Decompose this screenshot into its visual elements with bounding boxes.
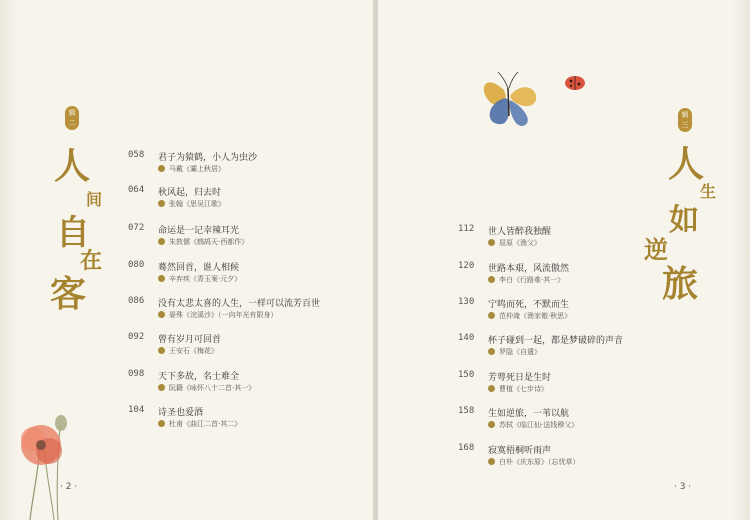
page-number-right: · 3 · [674, 482, 692, 492]
toc-title: 没有太悲太喜的人生，一样可以流芳百世 [158, 299, 321, 309]
part-label-char: 辑 [68, 109, 76, 117]
toc-page-number: 064 [128, 185, 145, 195]
part-label-char: 三 [681, 121, 689, 129]
toc-source-text: 张翰《思吴江歌》 [169, 200, 225, 208]
seal-icon [488, 385, 495, 392]
toc-page-number: 140 [458, 333, 475, 343]
toc-source [158, 419, 241, 429]
part-badge-right [678, 108, 692, 132]
page-number-left: · 2 · [60, 482, 78, 492]
ladybug-illustration [562, 72, 588, 94]
butterfly-illustration [476, 68, 546, 132]
toc-title: 君子为猿鹤，小人为虫沙 [158, 153, 258, 163]
seal-icon [488, 348, 495, 355]
toc-source [158, 346, 218, 356]
toc-source [488, 420, 578, 430]
toc-source [158, 383, 255, 393]
toc-title: 芳萼死日是生时 [488, 373, 552, 383]
seal-icon [488, 312, 495, 319]
toc-source [158, 164, 225, 174]
section-title-char: 自 [56, 213, 90, 253]
seal-icon [488, 239, 495, 246]
toc-source-text: 屈原《渔父》 [499, 239, 541, 247]
left-page [0, 0, 373, 520]
seal-icon [158, 238, 165, 245]
toc-title: 寂寞梧桐听雨声 [488, 446, 552, 456]
toc-source-text: 辛弃疾《青玉案·元夕》 [169, 275, 242, 283]
toc-title: 诗圣也爱酒 [158, 408, 204, 418]
seal-icon [158, 347, 165, 354]
toc-source [488, 457, 580, 467]
toc-source [488, 311, 571, 321]
right-page [378, 0, 750, 520]
toc-title: 蓦然回首，谁人相候 [158, 263, 240, 273]
toc-title: 曾有岁月可回首 [158, 335, 222, 345]
toc-page-number: 098 [128, 369, 145, 379]
toc-title: 宁鸣而死，不默而生 [488, 300, 570, 310]
section-title-char: 生 [700, 182, 717, 201]
toc-page-number: 120 [458, 261, 475, 271]
toc-source-text: 朱敦儒《鹧鸪天·西都作》 [169, 238, 249, 246]
seal-icon [158, 311, 165, 318]
toc-source [488, 238, 541, 248]
toc-source-text: 李白《行路难·其一》 [499, 276, 565, 284]
toc-page-number: 104 [128, 405, 145, 415]
toc-source-text: 苏轼《临江仙·送钱穆父》 [499, 421, 579, 429]
toc-source [158, 274, 241, 284]
toc-source-text: 白朴《庆东原》（忘忧草） [499, 458, 580, 466]
section-title-char: 逆 [644, 235, 668, 264]
seal-icon [488, 458, 495, 465]
toc-page-number: 168 [458, 443, 475, 453]
seal-icon [158, 420, 165, 427]
toc-page-number: 080 [128, 260, 145, 270]
toc-source-text: 王安石《梅花》 [169, 347, 218, 355]
page-edge-shadow [732, 0, 750, 520]
toc-page-number: 086 [128, 296, 145, 306]
toc-source-text: 曹植《七步诗》 [499, 385, 548, 393]
toc-source-text: 马戴《灞上秋居》 [169, 165, 225, 173]
toc-title: 天下多故，名士难全 [158, 372, 240, 382]
toc-page-number: 072 [128, 223, 145, 233]
section-title-char: 间 [86, 190, 103, 209]
toc-source [158, 199, 225, 209]
toc-page-number: 058 [128, 150, 145, 160]
toc-source [158, 237, 248, 247]
toc-source [158, 310, 278, 320]
toc-source-text: 范仲淹《渔家傲·秋思》 [499, 312, 572, 320]
part-label-char: 辑 [681, 111, 689, 119]
toc-source-text: 阮籍《咏怀八十二首·其一》 [169, 384, 256, 392]
seal-icon [158, 200, 165, 207]
toc-source [488, 347, 541, 357]
section-title-char: 客 [50, 273, 87, 315]
toc-page-number: 150 [458, 370, 475, 380]
toc-page-number: 092 [128, 332, 145, 342]
toc-page-number: 158 [458, 406, 475, 416]
part-badge-left [65, 106, 79, 130]
toc-title: 世人皆醉我独醒 [488, 227, 552, 237]
part-label-char: 二 [68, 119, 76, 127]
seal-icon [488, 421, 495, 428]
section-title-char: 人 [54, 145, 91, 187]
seal-icon [158, 384, 165, 391]
toc-source-text: 杜甫《曲江二首·其二》 [169, 420, 242, 428]
section-title-char: 如 [669, 203, 699, 238]
section-title-char: 在 [80, 248, 103, 274]
toc-title: 杯子碰到一起，都是梦破碎的声音 [488, 336, 624, 346]
toc-source-text: 罗隐《自遣》 [499, 348, 541, 356]
toc-source-text: 晏殊《浣溪沙》（一向年光有限身） [169, 311, 278, 319]
section-title-char: 旅 [662, 263, 699, 305]
toc-source [488, 384, 548, 394]
seal-icon [158, 165, 165, 172]
toc-page-number: 112 [458, 224, 475, 234]
toc-title: 秋风起，归去时 [158, 188, 222, 198]
toc-title: 生如逆旅，一苇以航 [488, 409, 570, 419]
seal-icon [488, 276, 495, 283]
poppy-illustration [8, 405, 78, 520]
toc-title: 命运是一记幸辣耳光 [158, 226, 240, 236]
section-title-char: 人 [668, 143, 705, 185]
seal-icon [158, 275, 165, 282]
toc-title: 世路本艰，风流傲然 [488, 264, 570, 274]
toc-page-number: 130 [458, 297, 475, 307]
toc-source [488, 275, 564, 285]
